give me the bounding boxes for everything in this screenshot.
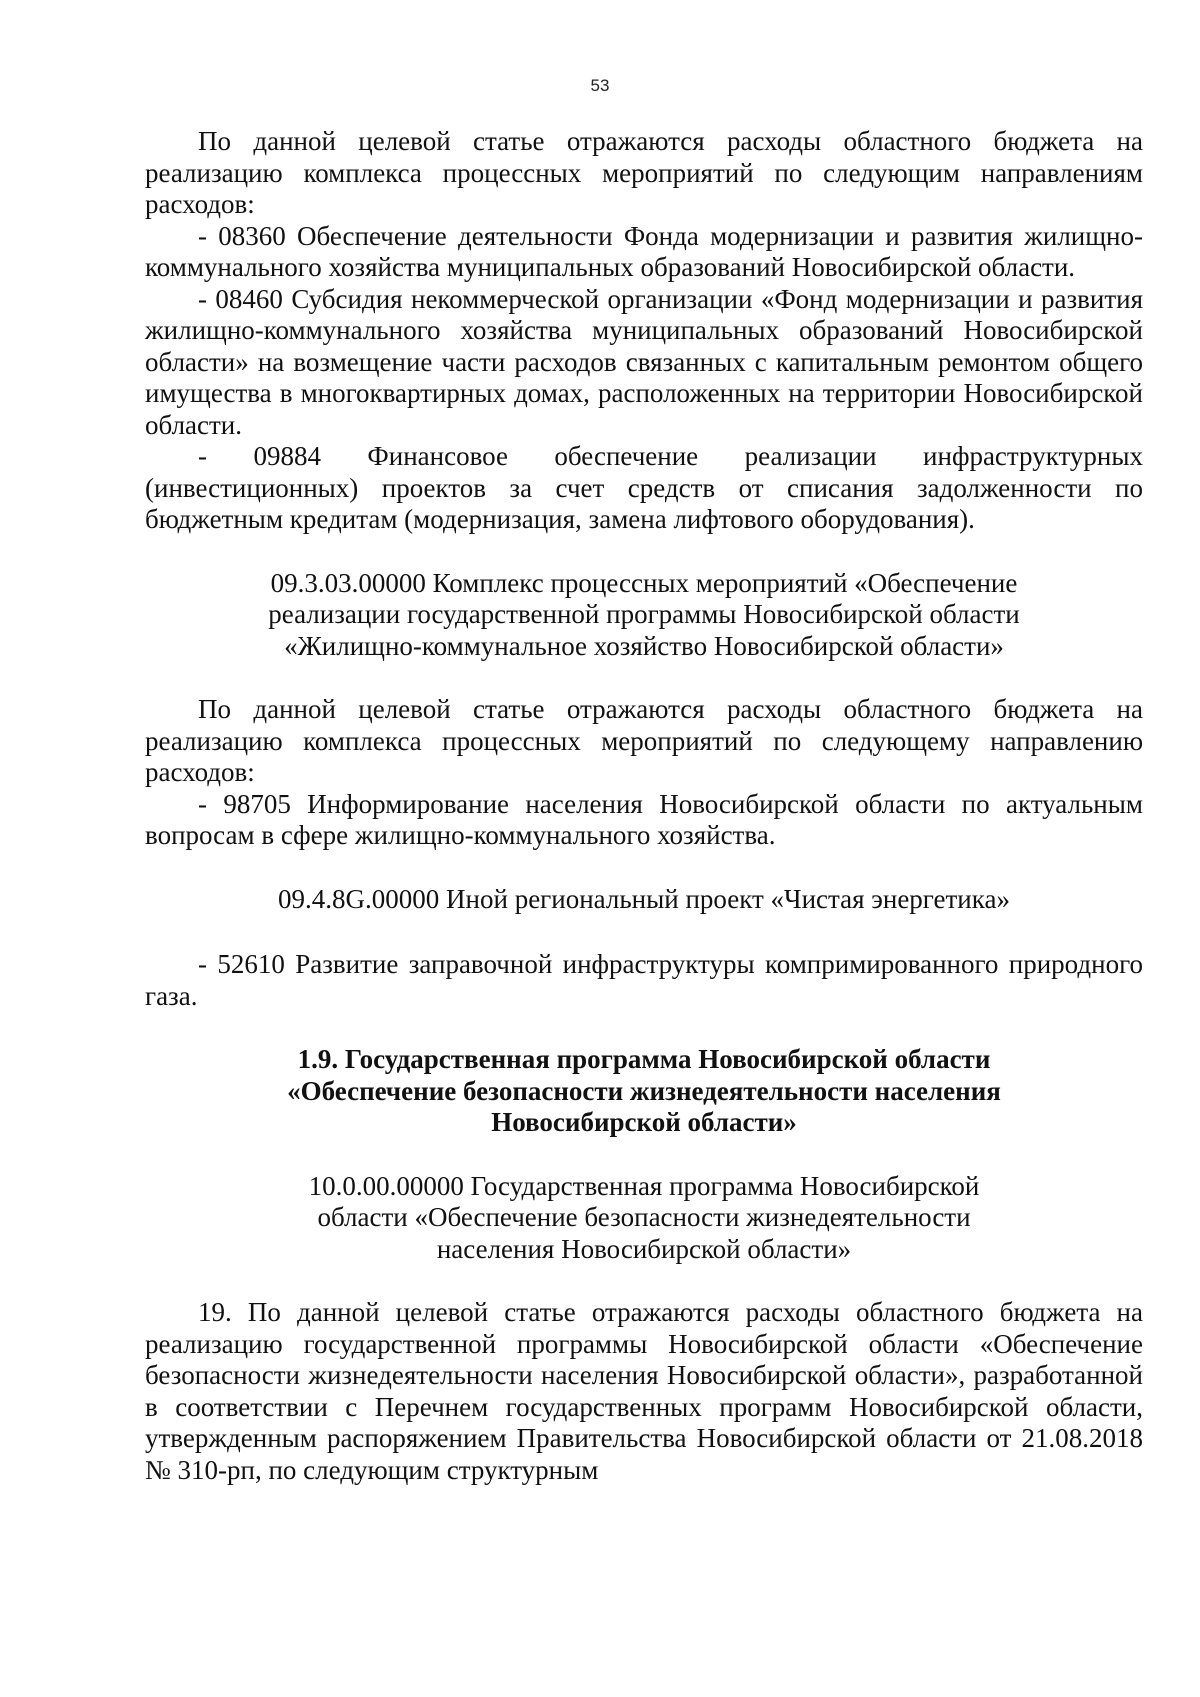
expense-item-09884: - 09884 Финансовое обеспечение реализации инфраструктурных (инвестиционных) проектов за счет средств от списания задолженности по бюджетным кредитам (модернизация, замена лифтового оборудования). (145, 441, 1150, 534)
target-article-heading-09303: 09.3.03.00000 Комплекс процессных мероприятий «Обеспечение реализации государственной программы Новосибирской области «Жилищно-коммунальное хозяйство Новосибирской области» (268, 567, 1020, 661)
expense-item-08360: - 08360 Обеспечение деятельности Фонда модернизации и развития жилищно-коммунального хозяйства муниципальных образований Новосибирской области. (145, 220, 1143, 282)
intro-paragraph-2: По данной целевой статье отражаются расходы областного бюджета на реализацию комплекса процессных мероприятий по следующему направлению расходов: (145, 694, 1143, 787)
spacer (145, 536, 1143, 568)
spacer (145, 915, 1143, 949)
spacer (145, 662, 1143, 694)
intro-paragraph-1: По данной целевой статье отражаются расходы областного бюджета на реализацию комплекса процессных мероприятий по следующим направлениям расходов: (145, 126, 1143, 219)
spacer (145, 1012, 1143, 1044)
spacer (145, 1139, 1143, 1171)
section-title: 1.9. Государственная программа Новосибирской области «Обеспечение безопасности жизнедеятельности населения Новосибирской области» (287, 1044, 1001, 1137)
spacer (145, 852, 1143, 884)
spacer (145, 1265, 1143, 1297)
target-article-heading-10000: 10.0.00.00000 Государственная программа Новосибирской области «Обеспечение безопасности жизнедеятельности населения Новосибирской области» (308, 1170, 980, 1264)
page-number: 53 (590, 76, 610, 95)
paragraph-19: 19. По данной целевой статье отражаются расходы областного бюджета на реализацию государственной программы Новосибирской области «Обеспечение безопасности жизнедеятельности населения Новосибирской области», разработанной в соответствии с Перечнем государственных программ Новосибирской области, утвержденным распоряжением Правительства Новосибирской области от 21.08.2018 № 310-рп, по следующим структурным (145, 1297, 1143, 1485)
expense-item-98705: - 98705 Информирование населения Новосибирской области по актуальным вопросам в сфере жилищно-коммунального хозяйства. (145, 788, 1150, 850)
expense-item-52610: - 52610 Развитие заправочной инфраструктуры компримированного природного газа. (145, 949, 1150, 1011)
expense-item-08460: - 08460 Субсидия некоммерческой организации «Фонд модернизации и развития жилищно-коммунального хозяйства муниципальных образований Новосибирской области» на возмещение части расходов связанных с капитальным ремонтом общего имущества в многоквартирных домах, расположенных на территории Новосибирской области. (145, 283, 1150, 440)
document-body (145, 126, 1150, 1486)
target-article-heading-0948G: 09.4.8G.00000 Иной региональный проект «Чистая энергетика» (278, 883, 1010, 914)
